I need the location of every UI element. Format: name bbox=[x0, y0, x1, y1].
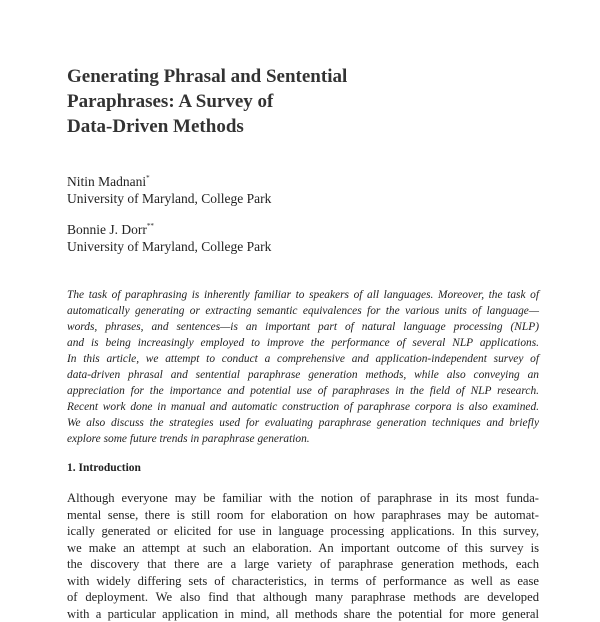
author-name bbox=[67, 170, 271, 190]
abstract-line: data-driven phrasal and sentential paraphrase generation methods, while also conveying an bbox=[67, 367, 539, 383]
abstract bbox=[67, 287, 539, 447]
body-line: with a particular application in mind, all methods share the potential for more general bbox=[67, 606, 539, 622]
body-line: Although everyone may be familiar with the notion of paraphrase in its most funda- bbox=[67, 490, 539, 507]
abstract-line: words, phrases, and sentences—is an important part of natural language processing (NLP) bbox=[67, 319, 539, 335]
body-text bbox=[67, 490, 539, 622]
title-line: Paraphrases: A Survey of bbox=[67, 89, 527, 114]
author-name-text: Nitin Madnani bbox=[67, 174, 146, 189]
author-affiliation: University of Maryland, College Park bbox=[67, 190, 271, 207]
title-line: Generating Phrasal and Sentential bbox=[67, 64, 527, 89]
paper-title bbox=[67, 64, 527, 139]
abstract-line: Recent work done in manual and automatic construction of paraphrase corpora is also examined. bbox=[67, 399, 539, 415]
body-line: the discovery that there are a large variety of paraphrase generation methods, each bbox=[67, 556, 539, 573]
author-block bbox=[67, 218, 271, 255]
abstract-line: explore some future trends in paraphrase generation. bbox=[67, 431, 539, 447]
author-block bbox=[67, 170, 271, 207]
body-line: with widely differing sets of characteristics, in terms of performance as well as ease bbox=[67, 573, 539, 590]
author-affiliation: University of Maryland, College Park bbox=[67, 238, 271, 255]
body-line: ically generated or elicited for use in language processing applications. In this survey, bbox=[67, 523, 539, 540]
author-footnote-mark: ** bbox=[147, 222, 154, 230]
abstract-line: We also discuss the strategies used for evaluating paraphrase generation techniques and briefly bbox=[67, 415, 539, 431]
abstract-line: The task of paraphrasing is inherently familiar to speakers of all languages. Moreover, the task of bbox=[67, 287, 539, 303]
body-line: we make an attempt at such an elaboration. An important outcome of this survey is bbox=[67, 540, 539, 557]
author-name bbox=[67, 218, 271, 238]
title-line: Data-Driven Methods bbox=[67, 114, 527, 139]
abstract-line: In this article, we attempt to conduct a comprehensive and application-independent survey of bbox=[67, 351, 539, 367]
abstract-line: automatically generating or extracting semantic equivalences for the various units of language— bbox=[67, 303, 539, 319]
section-heading: 1. Introduction bbox=[67, 460, 141, 476]
abstract-line: appreciation for the importance and potential use of paraphrases in the field of NLP research. bbox=[67, 383, 539, 399]
abstract-line: and is being increasingly employed to improve the performance of several NLP applications. bbox=[67, 335, 539, 351]
author-footnote-mark: * bbox=[146, 174, 150, 182]
author-name-text: Bonnie J. Dorr bbox=[67, 222, 147, 237]
body-line: of deployment. We also find that although many paraphrase methods are developed bbox=[67, 589, 539, 606]
body-line: mental sense, there is still room for elaboration on how paraphrases may be automat- bbox=[67, 507, 539, 524]
